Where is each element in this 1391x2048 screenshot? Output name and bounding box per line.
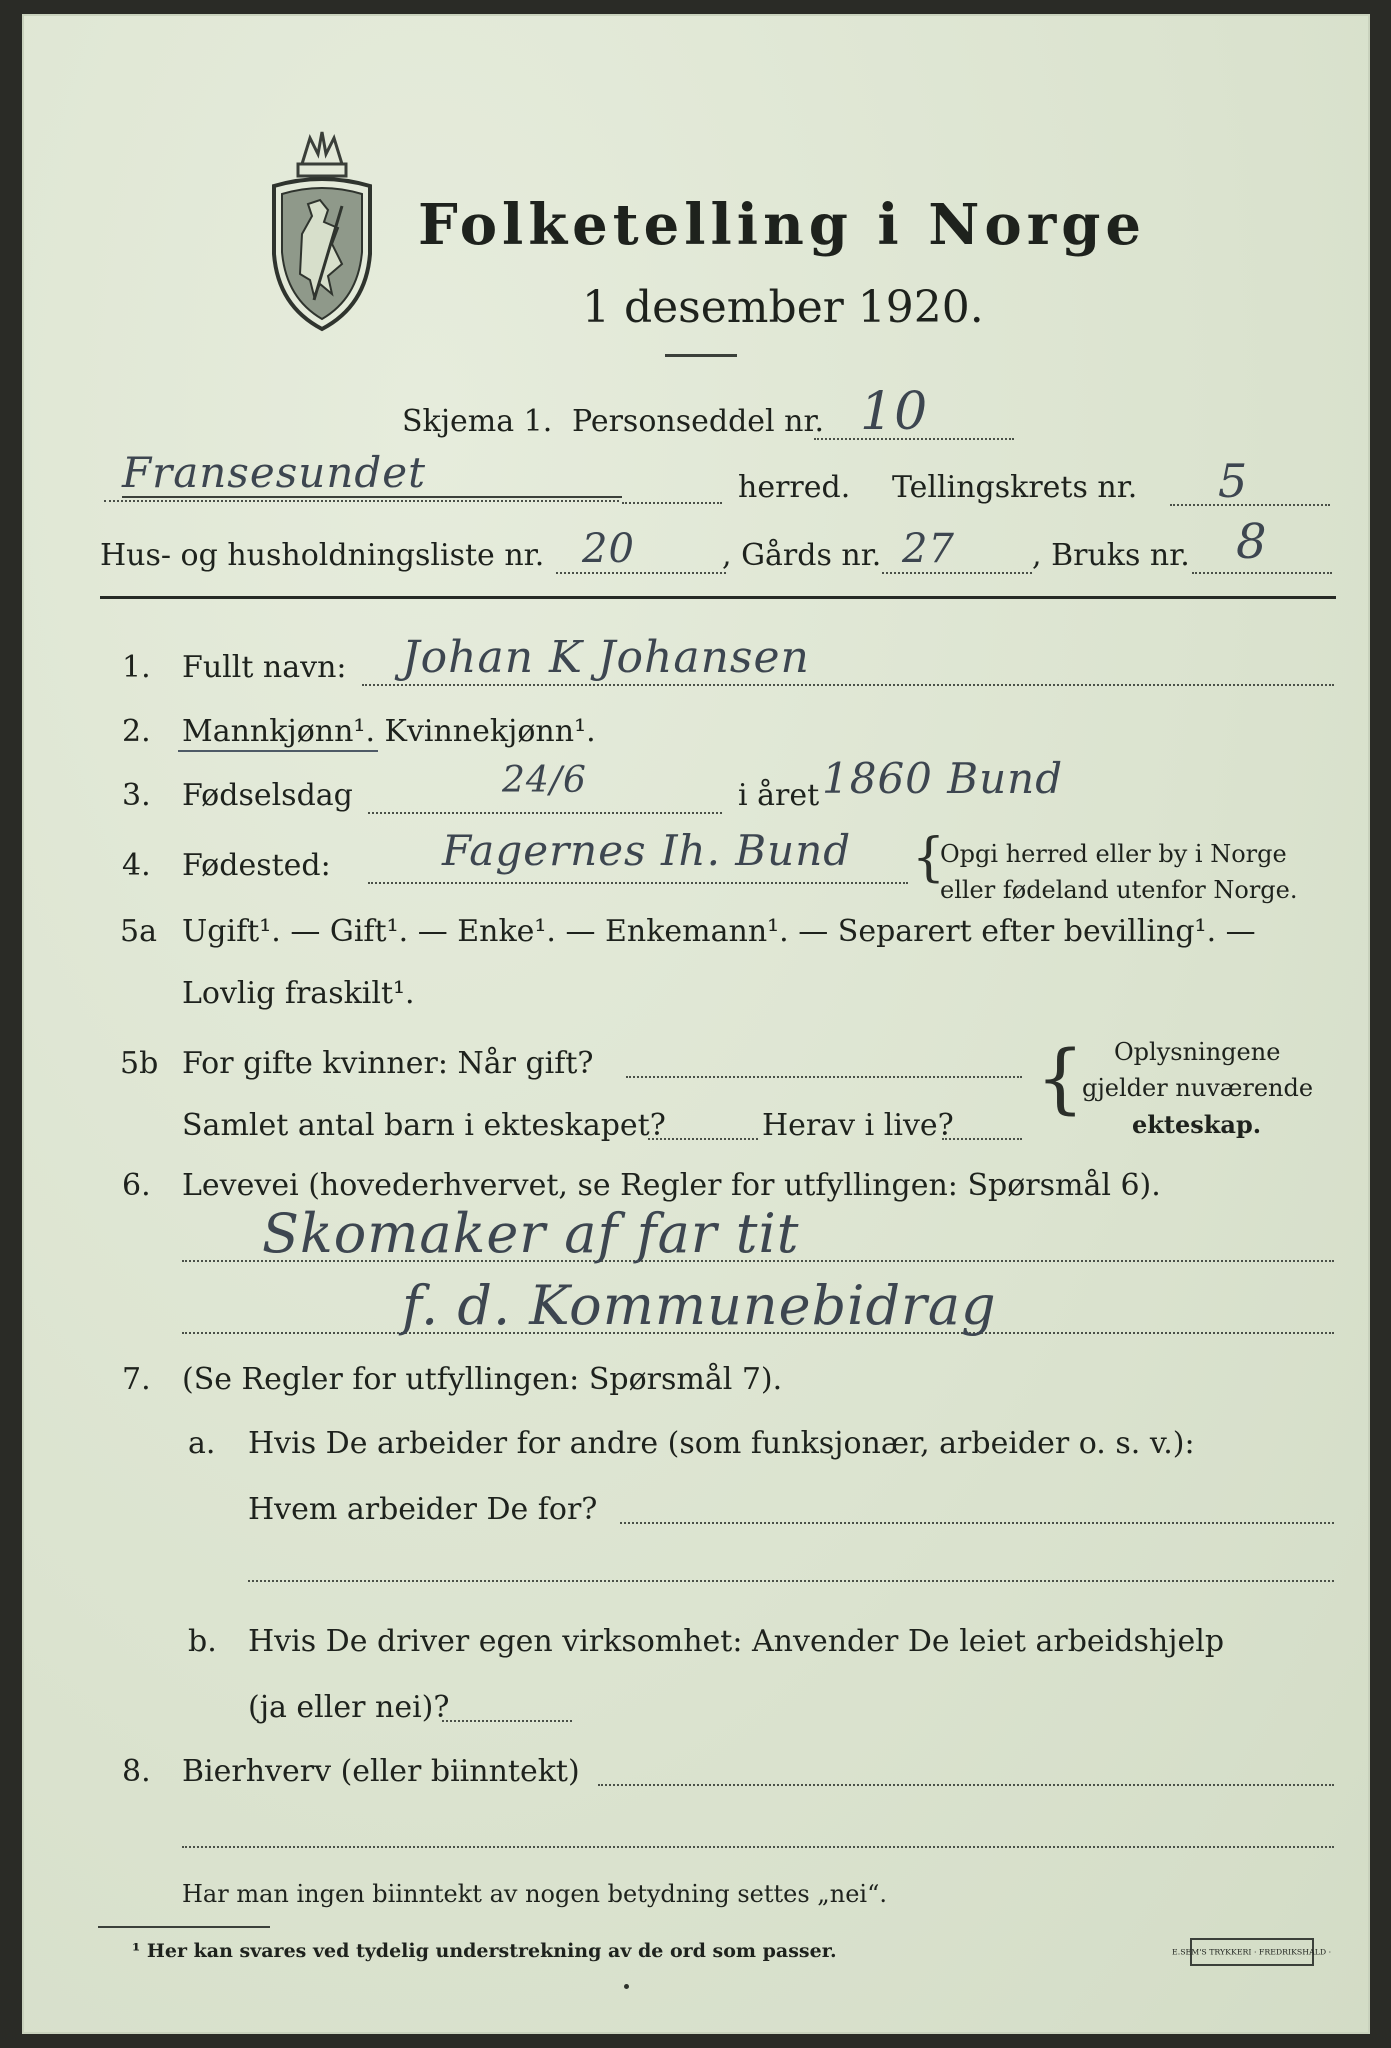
q7b-label-2: (ja eller nei)? [248,1690,450,1725]
q8-number: 8. [122,1754,151,1789]
herred-line [104,500,619,502]
q5b-note-2: gjelder nuværende [1082,1074,1314,1102]
tellingskrets-line [1170,504,1330,506]
hus-label: Hus- og husholdningsliste nr. [100,538,545,573]
q3-value[interactable]: 24/6 [502,760,587,801]
q4-note-2: eller fødeland utenfor Norge. [940,876,1298,904]
q4-line [368,882,908,884]
q7b-line[interactable] [442,1720,572,1722]
dot-mark [624,1984,629,1989]
gards-line [882,572,1032,574]
q6-number: 6. [122,1168,151,1203]
q6-value-1[interactable]: Skomaker af far tit [262,1202,800,1265]
q2-number: 2. [122,714,151,749]
personseddel-value[interactable]: 10 [860,382,929,442]
q5b-label-3: Herav i live? [762,1108,954,1143]
header-divider [100,596,1336,599]
q5b-children-line [648,1138,758,1140]
herred-value[interactable]: Fransesundet [122,448,426,497]
q4-value[interactable]: Fagernes Ih. Bund [442,826,852,875]
q5b-alive-line [942,1138,1022,1140]
herred-label: herred. [738,470,851,505]
q1-label: Fullt navn: [182,650,347,685]
q7a-letter: a. [188,1426,216,1461]
q5a-number: 5a [120,914,157,949]
q3-line [368,812,722,814]
q8-line-2[interactable] [182,1846,1334,1848]
gards-value[interactable]: 27 [902,526,955,572]
q1-line [362,684,1334,686]
q5a-label[interactable]: Ugift¹. — Gift¹. — Enke¹. — Enkemann¹. — Separert efter bevilling¹. — [182,914,1256,949]
q3-number: 3. [122,778,151,813]
q7a-label-2: Hvem arbeider De for? [248,1492,598,1527]
footnote: ¹ Her kan svares ved tydelig understrekning av de ord som passer. [132,1940,837,1962]
q5b-brace: { [1036,1033,1085,1122]
form-title: Folketelling i Norge [418,192,1147,258]
coat-of-arms-icon [262,124,382,334]
footnote-rule [98,1926,270,1928]
q8-line-1[interactable] [598,1784,1334,1786]
hus-line [556,572,726,574]
q1-number: 1. [122,650,151,685]
printer-stamp-text: E.SEM'S TRYKKERI · FREDRIKSHALD · [1172,1947,1332,1957]
q2-label[interactable]: Mannkjønn¹. Kvinnekjønn¹. [182,714,596,749]
q7a-label: Hvis De arbeider for andre (som funksjonær, arbeider o. s. v.): [248,1426,1195,1461]
q4-brace: { [912,828,946,888]
q2-underline [178,750,378,752]
q4-label: Fødested: [182,848,331,883]
q1-value[interactable]: Johan K Johansen [402,632,810,683]
q3-year-value[interactable]: 1860 Bund [822,754,1064,803]
q6-value-2[interactable]: f. d. Kommunebidrag [402,1274,997,1337]
q7a-line-1[interactable] [620,1522,1334,1524]
q3-year-label: i året [738,778,820,813]
bruks-label: , Bruks nr. [1032,538,1190,573]
printer-stamp [1172,1938,1332,1966]
q5b-label-2: Samlet antal barn i ekteskapet? [182,1108,666,1143]
q7b-label: Hvis De driver egen virksomhet: Anvender De leiet arbeidshjelp [248,1624,1225,1659]
q5a-label-2[interactable]: Lovlig fraskilt¹. [182,976,415,1011]
q3-label: Fødselsdag [182,778,353,813]
form-date: 1 desember 1920. [582,282,984,333]
bruks-value[interactable]: 8 [1236,514,1268,570]
census-form [22,14,1370,2034]
bruks-line [1192,572,1332,574]
q5b-note-1: Oplysningene [1114,1038,1281,1066]
q8-label: Bierhverv (eller biinntekt) [182,1754,580,1789]
q7b-letter: b. [188,1624,217,1659]
q5b-number: 5b [120,1046,159,1081]
q7-number: 7. [122,1362,151,1397]
tellingskrets-value[interactable]: 5 [1218,454,1249,508]
q4-number: 4. [122,848,151,883]
schema-label: Skjema 1. [402,404,553,439]
q7-label: (Se Regler for utfyllingen: Spørsmål 7). [182,1362,783,1397]
title-rule [665,354,737,357]
q6-label: Levevei (hovederhvervet, se Regler for utfyllingen: Spørsmål 6). [182,1168,1161,1203]
tellingskrets-label: Tellingskrets nr. [892,470,1138,505]
q5b-married-line [626,1076,1022,1078]
herred-line-2 [622,502,722,504]
q4-note-1: Opgi herred eller by i Norge [940,840,1287,868]
footer-note: Har man ingen biinntekt av nogen betydning settes „nei“. [182,1880,887,1908]
personseddel-label: Personseddel nr. [572,404,825,439]
q7a-line-2[interactable] [248,1580,1334,1582]
gards-label: , Gårds nr. [722,538,882,573]
q5b-note-3: ekteskap. [1132,1110,1262,1139]
q5b-label: For gifte kvinner: Når gift? [182,1046,594,1081]
hus-value[interactable]: 20 [582,526,635,572]
